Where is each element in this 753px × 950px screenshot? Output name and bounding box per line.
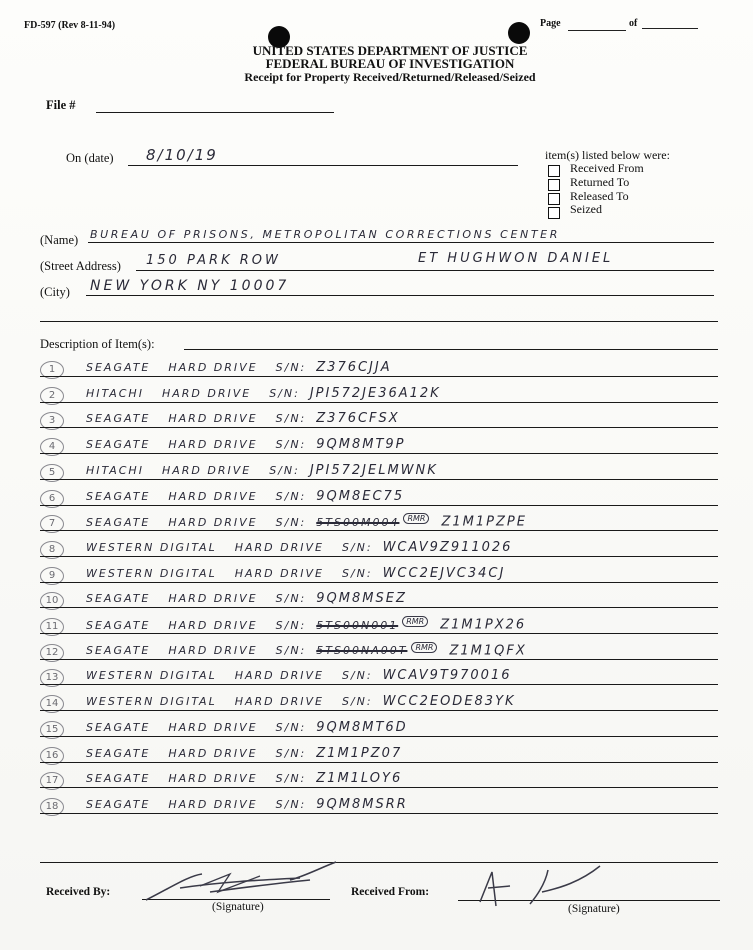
initials-tag: RMR (411, 642, 437, 653)
item-sn-label: S/N: (275, 644, 307, 658)
item-line[interactable] (40, 659, 718, 660)
item-type: HARD DRIVE (168, 438, 258, 452)
item-serial: 9QM8MT9P (316, 437, 406, 453)
item-line[interactable] (40, 530, 718, 531)
item-description (86, 386, 441, 401)
item-brand: WESTERN DIGITAL (86, 566, 217, 580)
item-brand: SEAGATE (86, 592, 151, 606)
item-serial: 9QM8MSRR (316, 796, 408, 812)
item-number: 16 (40, 747, 64, 765)
item-description (86, 566, 505, 581)
item-description (86, 746, 402, 761)
item-line[interactable] (40, 402, 718, 403)
date-value: 8/10/19 (146, 146, 218, 164)
item-number: 2 (40, 387, 64, 405)
struck-serial: 5TS00N001 (316, 618, 399, 632)
item-type: HARD DRIVE (234, 540, 324, 554)
file-field[interactable] (96, 112, 334, 113)
item-line[interactable] (40, 787, 718, 788)
name-value: BUREAU OF PRISONS, METROPOLITAN CORRECTIONS CENTER (90, 228, 560, 241)
item-type: HARD DRIVE (168, 720, 258, 734)
item-type: HARD DRIVE (168, 618, 258, 632)
seized-option: Seized (570, 202, 602, 216)
item-number: 6 (40, 490, 64, 508)
item-brand: SEAGATE (86, 797, 151, 811)
city-field[interactable] (86, 295, 714, 296)
received-from-checkbox[interactable] (548, 165, 560, 177)
item-number: 17 (40, 772, 64, 790)
street-label: (Street Address) (40, 259, 121, 273)
item-brand: HITACHI (86, 463, 144, 477)
item-type: HARD DRIVE (168, 515, 258, 529)
item-number: 7 (40, 515, 64, 533)
item-serial: JPI572JE36A12K (309, 385, 441, 401)
item-sn-label: S/N: (275, 489, 307, 503)
item-type: HARD DRIVE (168, 797, 258, 811)
item-type: HARD DRIVE (168, 746, 258, 760)
item-sn-label: S/N: (275, 746, 307, 760)
item-sn-label: S/N: (275, 438, 307, 452)
item-line[interactable] (40, 710, 718, 711)
description-field[interactable] (184, 349, 718, 350)
item-line[interactable] (40, 684, 718, 685)
item-type: HARD DRIVE (161, 386, 252, 400)
item-type: HARD DRIVE (234, 566, 324, 580)
form-number: FD-597 (Rev 8-11-94) (24, 20, 116, 31)
received-by-label: Received By: (46, 886, 111, 898)
item-description (86, 643, 527, 659)
item-serial: 9QM8MSEZ (316, 591, 407, 607)
item-brand: HITACHI (86, 386, 144, 400)
item-sn-label: S/N: (275, 618, 307, 632)
item-brand: SEAGATE (86, 720, 151, 734)
date-label: On (date) (66, 151, 114, 165)
item-line[interactable] (40, 479, 718, 480)
item-sn-label: S/N: (341, 695, 373, 709)
item-number: 14 (40, 695, 64, 713)
item-number: 12 (40, 644, 64, 662)
item-line[interactable] (40, 582, 718, 583)
received-from-signature-caption: (Signature) (568, 903, 620, 915)
item-sn-label: S/N: (269, 386, 300, 400)
item-serial: Z1M1LOY6 (316, 771, 403, 787)
item-description (86, 771, 402, 786)
item-serial: 9QM8MT6D (316, 719, 408, 735)
item-type: HARD DRIVE (168, 772, 258, 786)
item-line[interactable] (40, 813, 718, 814)
item-sn-label: S/N: (341, 566, 373, 580)
item-description (86, 489, 404, 504)
received-from-signature (470, 862, 610, 912)
city-label: (City) (40, 285, 70, 299)
page-total-line (642, 28, 698, 29)
item-brand: SEAGATE (86, 618, 151, 632)
received-by-signature-caption: (Signature) (212, 901, 264, 913)
item-type: HARD DRIVE (161, 463, 252, 477)
received-from-option: Received From (570, 161, 644, 175)
item-description (86, 360, 392, 375)
item-description (86, 617, 526, 633)
struck-serial: 5TS00NA00T (316, 644, 408, 658)
item-serial: Z376CFSX (316, 411, 400, 427)
released-to-option: Released To (570, 189, 629, 203)
item-sn-label: S/N: (275, 515, 307, 529)
item-description (86, 437, 406, 452)
item-type: HARD DRIVE (168, 489, 258, 503)
item-brand: WESTERN DIGITAL (86, 540, 217, 554)
item-serial: WCC2EJVC34CJ (382, 565, 506, 581)
item-number: 3 (40, 412, 64, 430)
item-serial: Z376CJJA (316, 360, 392, 375)
item-sn-label: S/N: (275, 592, 307, 606)
item-serial: Z1M1PZPE (441, 514, 527, 530)
item-number: 1 (40, 361, 64, 379)
date-field[interactable] (128, 165, 518, 166)
item-description (86, 411, 400, 426)
item-description (86, 694, 516, 709)
item-description (86, 668, 512, 683)
returned-to-option: Returned To (570, 175, 630, 189)
seized-checkbox[interactable] (548, 207, 560, 219)
item-brand: WESTERN DIGITAL (86, 669, 217, 683)
item-type: HARD DRIVE (234, 695, 324, 709)
item-brand: SEAGATE (86, 489, 151, 503)
item-line[interactable] (40, 736, 718, 737)
name-field[interactable] (88, 242, 714, 243)
item-sn-label: S/N: (341, 669, 373, 683)
item-sn-label: S/N: (275, 361, 307, 374)
item-brand: SEAGATE (86, 438, 151, 452)
blank-line[interactable] (40, 321, 718, 322)
item-serial: JPI572JELMWNK (309, 462, 438, 478)
item-serial: Z1M1PZ07 (316, 745, 403, 761)
received-by-signature (140, 858, 340, 908)
item-description (86, 540, 512, 555)
item-serial: WCAV9Z911026 (382, 539, 513, 555)
receipt-title: Receipt for Property Received/Returned/Released/Seized (244, 70, 536, 84)
item-description (86, 514, 527, 530)
received-from-label: Received From: (351, 886, 430, 898)
item-line[interactable] (40, 427, 718, 428)
description-label: Description of Item(s): (40, 337, 155, 351)
item-brand: SEAGATE (86, 361, 151, 374)
released-to-checkbox[interactable] (548, 193, 560, 205)
item-description (86, 797, 408, 812)
item-sn-label: S/N: (275, 772, 307, 786)
item-brand: SEAGATE (86, 772, 151, 786)
of-label: of (629, 18, 638, 29)
item-sn-label: S/N: (269, 463, 300, 477)
item-number: 15 (40, 721, 64, 739)
page-number-line (568, 30, 626, 31)
item-brand: SEAGATE (86, 644, 151, 658)
item-brand: SEAGATE (86, 746, 151, 760)
item-sn-label: S/N: (275, 412, 307, 426)
item-number: 11 (40, 618, 64, 636)
item-brand: SEAGATE (86, 515, 151, 529)
item-description (86, 591, 407, 606)
initials-tag: RMR (403, 513, 429, 524)
item-serial: 9QM8EC75 (316, 488, 405, 504)
item-serial: Z1M1PX26 (440, 617, 527, 633)
item-sn-label: S/N: (341, 540, 373, 554)
item-line[interactable] (40, 453, 718, 454)
struck-serial: 5TS00M004 (316, 515, 400, 529)
street-field[interactable] (136, 270, 714, 271)
status-heading: item(s) listed below were: (545, 148, 670, 162)
item-description (86, 463, 438, 478)
item-number: 4 (40, 438, 64, 456)
item-number: 8 (40, 541, 64, 559)
item-type: HARD DRIVE (168, 592, 258, 606)
street-value: 150 PARK ROW (146, 253, 281, 268)
item-serial: Z1M1QFX (449, 643, 527, 659)
department-title: UNITED STATES DEPARTMENT OF JUSTICE (252, 43, 528, 58)
file-label: File # (46, 98, 76, 112)
item-line[interactable] (40, 607, 718, 608)
page-label: Page (540, 18, 561, 29)
item-line[interactable] (40, 376, 718, 377)
city-value: NEW YORK NY 10007 (90, 278, 290, 294)
item-line[interactable] (40, 762, 718, 763)
item-line[interactable] (40, 556, 718, 557)
item-type: HARD DRIVE (234, 669, 324, 683)
item-serial: WCAV9T970016 (382, 668, 512, 684)
item-sn-label: S/N: (275, 797, 307, 811)
item-brand: WESTERN DIGITAL (86, 695, 217, 709)
item-number: 13 (40, 669, 64, 687)
punch-hole-right (508, 22, 530, 44)
street-extra: ET HUGHWON DANIEL (418, 251, 614, 266)
name-label: (Name) (40, 233, 79, 247)
item-line[interactable] (40, 633, 718, 634)
item-sn-label: S/N: (275, 720, 307, 734)
item-type: HARD DRIVE (168, 361, 258, 374)
item-description (86, 720, 408, 735)
item-line[interactable] (40, 505, 718, 506)
bureau-title: FEDERAL BUREAU OF INVESTIGATION (265, 56, 515, 71)
item-brand: SEAGATE (86, 412, 151, 426)
item-number: 5 (40, 464, 64, 482)
returned-to-checkbox[interactable] (548, 179, 560, 191)
item-type: HARD DRIVE (168, 644, 258, 658)
item-number: 9 (40, 567, 64, 585)
item-type: HARD DRIVE (168, 412, 258, 426)
initials-tag: RMR (402, 616, 428, 627)
item-number: 18 (40, 798, 64, 816)
item-number: 10 (40, 592, 64, 610)
item-serial: WCC2EODE83YK (382, 694, 516, 710)
